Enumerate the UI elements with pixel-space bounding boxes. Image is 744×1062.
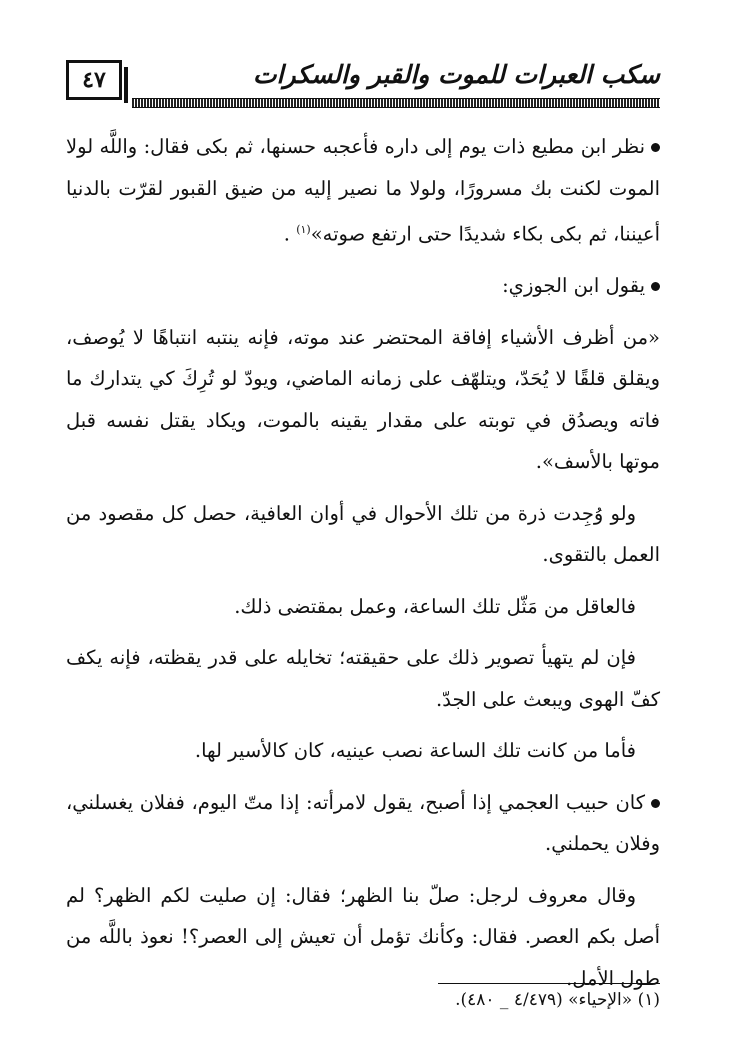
paragraph-4: ولو وُجِدت ذرة من تلك الأحوال في أوان العافية، حصل كل مقصود من العمل بالتقوى. bbox=[66, 501, 660, 566]
page-number: ٤٧ bbox=[66, 60, 122, 100]
bullet-icon bbox=[651, 143, 660, 152]
paragraph-8-text: كان حبيب العجمي إذا أصبح، يقول لامرأته: إذا متّ اليوم، ففلان يغسلني، وفلان يحملني. bbox=[66, 790, 660, 855]
paragraph-1-text: نظر ابن مطيع ذات يوم إلى داره فأعجبه حسنها، ثم بكى فقال: واللَّه لولا الموت لكنت بك مسرورًا، ولولا ما نصير إليه من ضيق القبور لقرّت بالدنيا أعيننا، ثم بكى بكاء شديدًا حتى ارتفع صوته» bbox=[66, 135, 660, 246]
header-rule bbox=[132, 98, 660, 108]
paragraph-9: وقال معروف لرجل: صلّ بنا الظهر؛ فقال: إن صليت لكم الظهر؟ لم أصل بكم العصر. فقال: وكأنك تؤمل أن تعيش إلى العصر؟! نعوذ باللَّه من طول الأمل. bbox=[66, 883, 660, 990]
footnote-ref: (١) bbox=[296, 223, 311, 236]
paragraph-2 bbox=[66, 265, 660, 307]
paragraph-2-text: يقول ابن الجوزي: bbox=[502, 274, 645, 297]
footnote-rule bbox=[438, 983, 660, 984]
paragraph-5: فالعاقل من مَثّل تلك الساعة، وعمل بمقتضى ذلك. bbox=[234, 594, 636, 618]
paragraph-1 bbox=[66, 126, 660, 255]
body-text bbox=[66, 126, 660, 1009]
bullet-icon bbox=[651, 799, 660, 808]
footnote: (١) «الإحياء» (٤/٤٧٩ _ ٤٨٠). bbox=[455, 990, 660, 1010]
bullet-icon bbox=[651, 282, 660, 291]
running-title: سكب العبرات للموت والقبر والسكرات bbox=[253, 60, 660, 89]
paragraph-7: فأما من كانت تلك الساعة نصب عينيه، كان كالأسير لها. bbox=[194, 739, 636, 762]
paragraph-3: «من أظرف الأشياء إفاقة المحتضر عند موته، فإنه ينتبه انتباهًا لا يُوصف، ويقلق قلقًا لا يُحَدّ، ويتلهّف على زمانه الماضي، ويودّ لو تُرِكَ كي يتدارك ما فاته ويصدُق في توبته على مقدار يقينه بالموت، ويكاد يقتل نفسه قبل موتها بالأسف». bbox=[66, 325, 660, 473]
paragraph-6: فإن لم يتهيأ تصوير ذلك على حقيقته؛ تخايله على قدر يقظته، فإنه يكف كفّ الهوى ويبعث على الجدّ. bbox=[66, 646, 660, 711]
paragraph-1-end: . bbox=[283, 222, 297, 246]
paragraph-8 bbox=[66, 782, 660, 865]
